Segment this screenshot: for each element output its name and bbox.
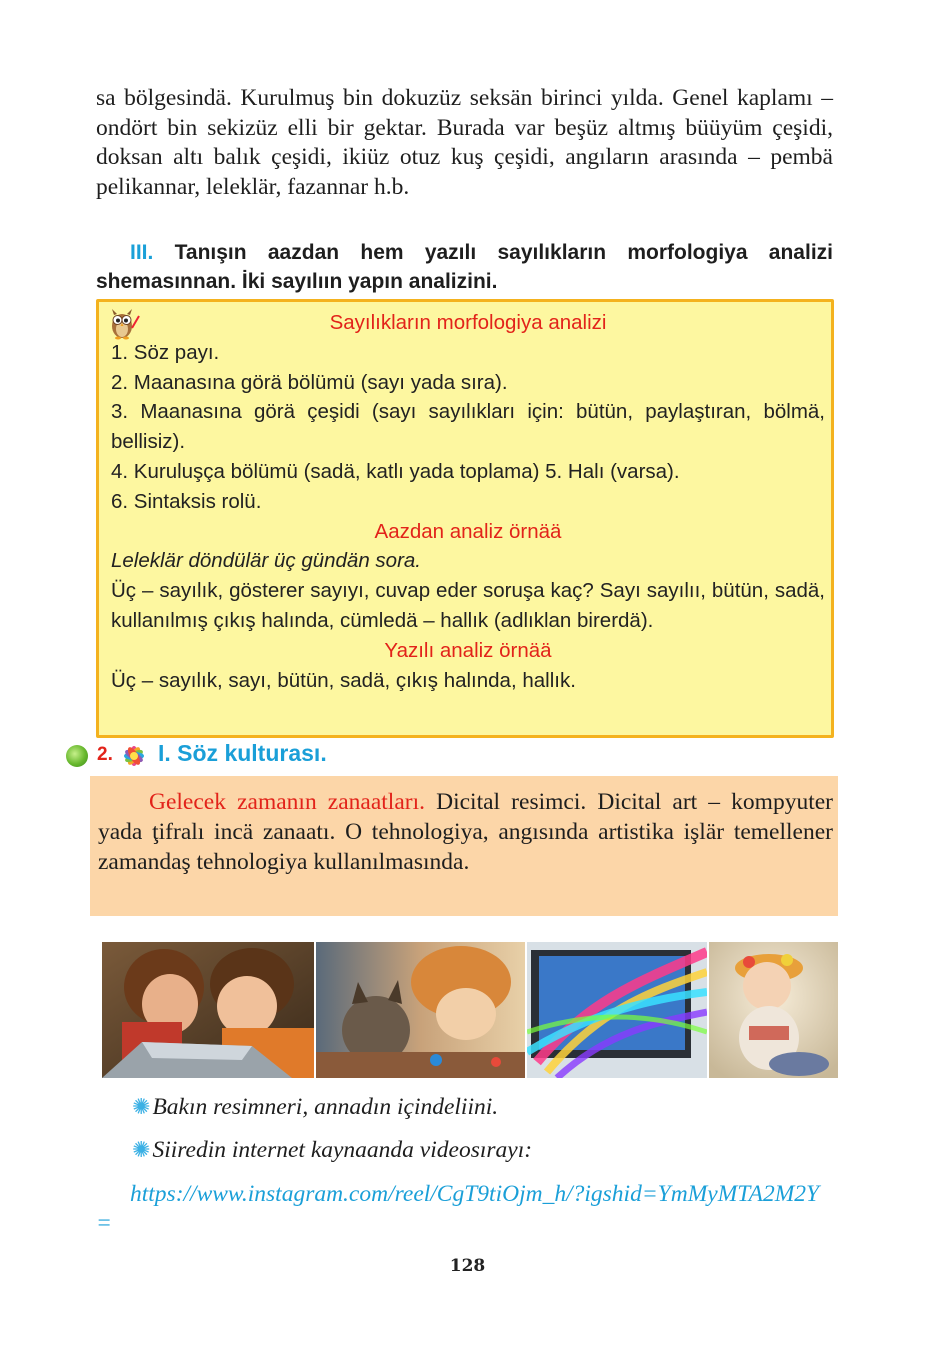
section-2-header: [66, 740, 466, 770]
analysis-item: 6. Sintaksis rolü.: [111, 489, 262, 513]
bullet-text: Siiredin internet kaynaanda videosırayı:: [152, 1137, 533, 1163]
photo-children-laptop: [102, 942, 314, 1078]
written-example-text: Üç – sayılık, sayı, bütün, sadä, çıkış halında, hallık.: [111, 668, 576, 692]
analysis-item: 3. Maanasına görä çeşidi (sayı sayılıkları için: bütün, paylaştıran, bölmä, bellisiz).: [111, 400, 825, 454]
oral-example-text: Üç – sayılık, gösterer sayıyı, cuvap eder soruşa kaç? Sayı sayılıı, bütün, sadä, kullanılmış çıkış halında, cümledä – hallık (adlıklan birerdä).: [111, 579, 825, 632]
task-3-number: III.: [130, 241, 154, 264]
bullet-item: [132, 1094, 498, 1121]
star-bullet-icon: ✺: [132, 1094, 151, 1119]
oral-example-sentence: Leleklär döndülär üç gündän sora.: [111, 549, 421, 573]
photo-girl-cat-painting: [316, 942, 525, 1078]
box-title: Sayılıkların morfologiya analizi: [329, 311, 607, 334]
analysis-item: 4. Kuruluşça bölümü (sadä, katlı yada toplama) 5. Halı (varsa).: [111, 459, 680, 483]
task-3: [96, 238, 833, 296]
photo-strip: [102, 942, 838, 1078]
culture-box: [90, 776, 838, 916]
instagram-link[interactable]: https://www.instagram.com/reel/CgT9tiOjm_h/?igshid=YmMyMTA2M2Y=: [96, 1181, 820, 1236]
culture-body: Dicital resimci. Dicital art – kompyuter yada ţifralı incä zanaatı. O tehnologiya, angısında artistika işlär temellener zamandaş tehnologiya kullanılmasında.: [98, 789, 833, 875]
photo-tablet-light-streaks: [527, 942, 707, 1078]
culture-highlight: Gelecek zamanın zanaatları.: [149, 789, 425, 815]
section-title: I. Söz kulturası.: [158, 740, 327, 766]
flower-icon: [118, 741, 150, 771]
owl-icon: [105, 306, 141, 340]
bullet-text: Bakın resimneri, annadın içindeliini.: [152, 1094, 499, 1120]
intro-paragraph: sa bölgesindä. Kurulmuş bin dokuzüz seksän birinci yılda. Genel kaplamı – ondört bin sekizüz elli bir gektar. Burada var beşüz altmış büüyüm çeşidi, doksan altı balık çeşidi, ikiüz otuz kuş çeşidi, angıların arasında – pembä pelikannar, leleklär, fazannar h.b.: [96, 85, 833, 200]
photo-child-painting: [709, 942, 838, 1078]
analysis-item: 1. Söz payı.: [111, 340, 220, 364]
bullet-item: [132, 1137, 532, 1164]
morphology-analysis-box: [96, 299, 834, 738]
oral-example-heading: Aazdan analiz örnää: [374, 519, 562, 543]
star-bullet-icon: ✺: [132, 1137, 151, 1162]
page-number: 128: [449, 1256, 486, 1276]
section-number: 2.: [97, 744, 113, 765]
task-3-text: Tanışın aazdan hem yazılı sayılıkların morfologiya analizi shemasınnan. İki sayılıın yapın analizini.: [96, 241, 833, 293]
green-circle-icon: [66, 745, 88, 767]
analysis-item: 2. Maanasına görä bölümü (sayı yada sıra).: [111, 370, 508, 394]
culture-text: [98, 787, 833, 877]
written-example-heading: Yazılı analiz örnää: [384, 638, 552, 662]
